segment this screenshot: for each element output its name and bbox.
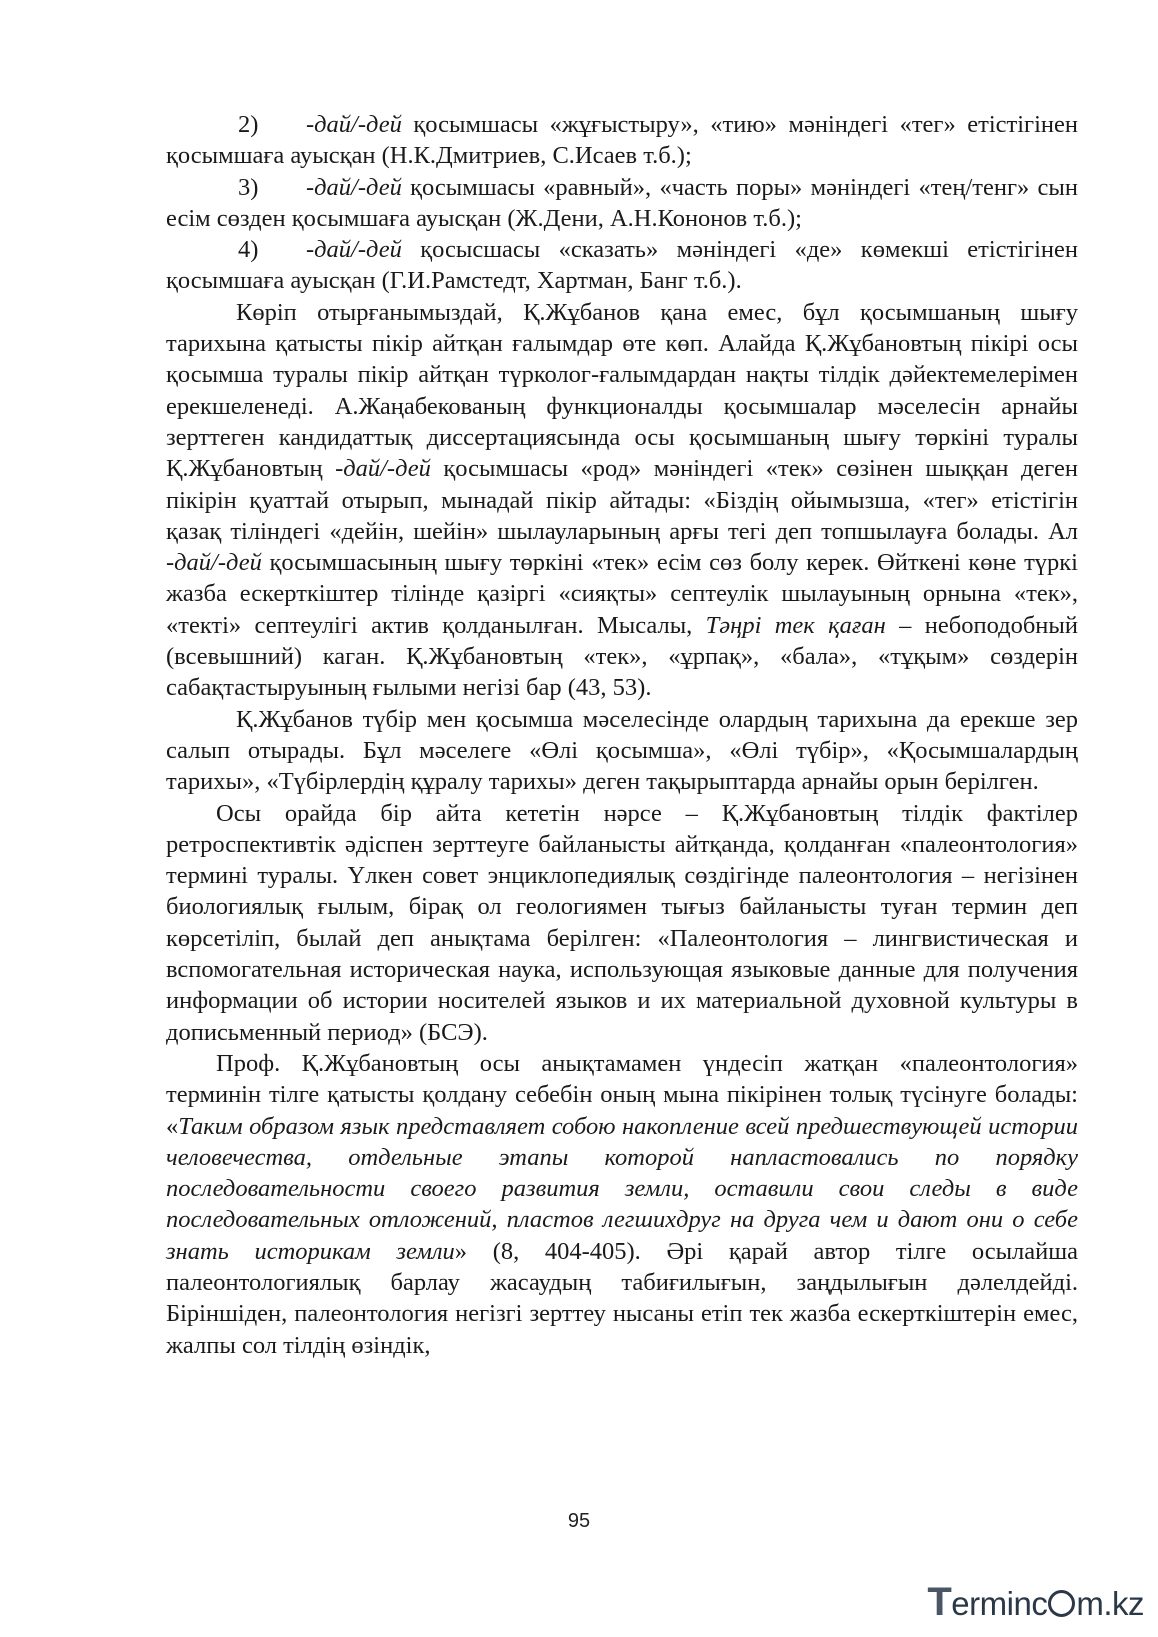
watermark-logo: Terminc m.kz [927,1580,1144,1624]
paragraph-text: Проф. Қ.Жұбановтың осы анықтамамен үндесіп жатқан «палеонтология» терминін тілге қатысты қолдану себебін оның мына пікірінен толық түсінуге болады: « [166,1049,1078,1140]
suffix-term: -дай/-дей [306,111,402,138]
quotation: Таким образом язык представляет собою накопление всей предшествующей истории человечества, отдельные этапы которой напластовались по порядку последовательности своего развития земли, оставили свои следы в виде последовательных отложений, пластов легшихдруг на друга чем и дают они о себе знать историкам земли [166,1112,1078,1265]
list-number: 3) [238,173,259,201]
paragraph [166,297,1078,704]
list-number: 4) [238,236,259,264]
suffix-term: -дай/-дей [335,455,431,483]
paragraph-text: қосымшасы «род» мәніндегі «тек» сөзінен шыққан деген пікірін қуаттай отырып, мынадай пікір айтады: «Біздің ойымызша, «тег» етістігін қазақ тіліндегі «дейін, шейін» шылауларының арғы тегі деп топшылауға болады. Ал [166,455,1078,545]
list-text: қосымшасы «жұғыстыру», «тию» мәніндегі «тег» етістігінен қосымшаға ауысқан (Н.К.Дмитриев, С.Исаев т.б.); [166,111,1078,170]
paragraph-text: қосымшасының шығу төркіні «тек» есім сөз болу керек. Өйткені көне түркі жазба ескерткіштер тілінде қазіргі «сияқты» септеулік шылауының орнына «тек», «текті» септеулігі актив қолданылған. Мысалы, [166,549,1078,639]
list-item [166,234,1078,297]
list-number: 2) [238,111,259,138]
page-body [166,109,1078,1361]
suffix-term: -дай/-дей [306,173,402,201]
paragraph: Осы орайда бір айта кететін нәрсе – Қ.Жұбановтың тілдік фактілер ретроспективтік әдіспен зерттеуге байланысты айтқанда, қолданған «палеонтология» термині туралы. Үлкен совет энциклопедиялық сөздігінде палеонтология – негізінен биологиялық ғылым, бірақ ол геологиямен тығыз байланысты туған термин деп көрсетіліп, былай деп анықтама берілген: «Палеонтология – лингвистическая и вспомогательная историческая наука, использующая языковые данные для получения информации об истории носителей языков и их материальной духовной культуры в дописьменный период» (БСЭ). [166,799,1078,1046]
list-text: қосысшасы «сказать» мәніндегі «де» көмекші етістігінен қосымшаға ауысқан (Г.И.Рамстедт, Хартман, Банг т.б.). [166,236,1078,295]
list-text: қосымшасы «равный», «часть поры» мәніндегі «тең/тенг» сын есім сөзден қосымшаға ауысқан (Ж.Дени, А.Н.Кононов т.б.); [166,173,1078,232]
list-item [166,109,1078,172]
example-phrase: Тәңрі тек қаған [705,611,886,639]
paragraph [166,1048,1078,1361]
suffix-term: -дай/-дей [306,236,402,264]
suffix-term: -дай/-дей [166,549,262,577]
paragraph-text: Көріп отырғанымыздай, Қ.Жұбанов қана емес, бұл қосымшаның шығу тарихына қатысты пікір айтқан ғалымдар өте көп. Алайда Қ.Жұбановтың пікірі осы қосымша туралы пікір айтқан түрколог-ғалымдардан нақты тілдік дәйектемелерімен ерекшеленеді. А.Жаңабекованың функционалды қосымшалар мәселесін арнайы зерттеген кандидаттық диссертациясында осы қосымшаның шығу төркіні туралы Қ.Жұбановтың [166,298,1078,483]
paragraph-text: » (8, 404-405). Әрі қарай автор тілге осылайша палеонтологиялық барлау жасаудың табиғилығын, заңдылығын дәлелдейді. Біріншіден, палеонтология негізгі зерттеу нысаны етіп тек жазба ескерткіштерін емес, жалпы сол тілдің өзіндік, [166,1237,1078,1359]
list-item [166,172,1078,235]
paragraph-text: – небоподобный (всевышний) каган. Қ.Жұбановтың «тек», «ұрпақ», «бала», «тұқым» сөздерін сабақтастыруының ғылыми негізі бар (43, 53). [166,611,1078,702]
logo-circle-icon [1048,1590,1075,1617]
paragraph: Қ.Жұбанов түбір мен қосымша мәселесінде олардың тарихына да ерекше зер салып отырады. Бұл мәселеге «Өлі қосымша», «Өлі түбір», «Қосымшалардың тарихы», «Түбірлердің құралу тарихы» деген тақырыптарда арнайы орын берілген. [166,705,1078,796]
page-number: 95 [567,1510,591,1532]
